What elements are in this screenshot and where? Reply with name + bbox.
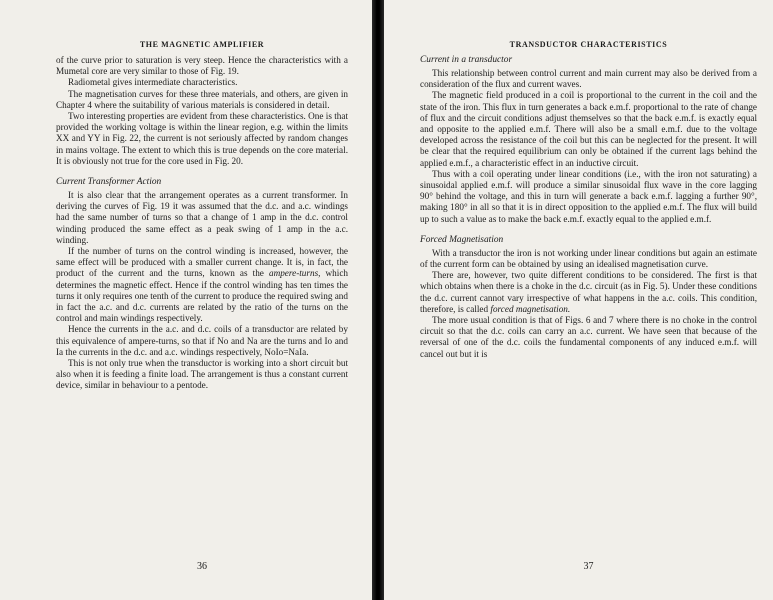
section-heading: Forced Magnetisation [420,234,504,245]
paragraph: Thus with a coil operating under linear conditions (i.e., with the iron not saturating) a sinusoidal applied e.m.f. will produce a similar sinusoidal flux wave in the core lagging 90° behind the voltage, and this in turn will generate a back e.m.f. lagging a further 90°, making 180° in all so that it is in direct opposition to the applied e.m.f. The flux will build up to such a value as to make the back e.m.f. exactly equal to the applied e.m.f. [420,168,757,224]
page-number: 36 [197,561,207,572]
paragraph: Hence the currents in the a.c. and d.c. coils of a transductor are related by this equivalence of ampere-turns, so that if No and Na are the turns and Io and Ia the currents in the d.c. and a.c. windings respectively, NoIo=NaIa. [56,324,348,357]
left-page [0,0,372,600]
paragraph-text: If the number of turns on the control winding is increased, however, the same effect will be produced with a smaller current change. It is, in fact, the product of the current and the turns, known as the [56,246,348,279]
paragraph [420,270,757,315]
page-body [420,55,757,360]
paragraph-text: which determines the magnetic effect. Hence if the control winding has ten times the turns it only requires one tenth of the current to produce the required swing and in fact the a.c. and d.c. currents are related by the ratio of the turns on the control and main windings respectively. [56,268,349,324]
paragraph: This is not only true when the transductor is working into a short circuit but also when it is feeding a finite load. The arrangement is thus a constant current device, similar in behaviour to a pentode. [56,358,348,391]
paragraph: With a transductor the iron is not working under linear conditions but again an estimate of the current form can be obtained by using an idealised magnetisation curve. [420,247,757,270]
paragraph: The more usual condition is that of Figs. 6 and 7 where there is no choke in the control circuit so that the d.c. coils can carry an a.c. current. We have seen that because of the reversal of one of the d.c. coils the fundamental components of any induced e.m.f. will cancel out but it is [420,315,757,359]
emphasis-term: forced magnetisation. [490,303,571,314]
paragraph: of the curve prior to saturation is very steep. Hence the characteristics with a Mumetal core are very similar to those of Fig. 19. [56,55,348,77]
section-heading: Current Transformer Action [56,177,162,188]
paragraph: Two interesting properties are evident from these characteristics. One is that provided the working voltage is within the linear region, e.g. within the limits XX and YY in Fig. 22, the current is not seriously affected by random changes in mains voltage. The extent to which this is true depends on the core material. It is obviously not true for the core used in Fig. 20. [56,111,348,166]
right-page [384,0,773,600]
page-body [56,55,348,392]
section-heading: Current in a transductor [420,55,513,65]
paragraph: The magnetic field produced in a coil is proportional to the current in the coil and the state of the iron. This flux in turn generates a back e.m.f. proportional to the rate of change of flux and the circuit conditions adjust themselves so that the back e.m.f. is exactly equal and opposite to the applied e.m.f. There will also be a small e.m.f. due to the voltage developed across the resistance of the coil but this can be neglected for the present. It will be clear that the required equilibrium can only be obtained if the current lags behind the applied e.m.f., a characteristic effect in an inductive circuit. [420,90,757,168]
running-head: THE MAGNETIC AMPLIFIER [139,40,265,49]
book-gutter [372,0,384,600]
page-number: 37 [583,561,594,572]
running-head: TRANSDUCTOR CHARACTERISTICS [509,40,668,49]
paragraph: Radiometal gives intermediate characteristics. [68,77,238,88]
emphasis-term: ampere-turns, [268,268,321,279]
paragraph-text: There are, however, two quite different conditions to be considered. The first is that which obtains when there is a choke in the d.c. circuit (as in Fig. 5). Under these conditions the d.c. current cannot vary irrespective of what happens in the a.c. coils. This condition, therefore, is called [420,270,757,314]
paragraph: This relationship between control current and main current may also be derived from a consideration of the flux and current waves. [420,68,757,90]
paragraph [56,246,348,324]
paragraph: It is also clear that the arrangement operates as a current transformer. In deriving the curves of Fig. 19 it was assumed that the d.c. and a.c. windings had the same number of turns so that a change of 1 amp in the d.c. control winding produced the same effect as a peak swing of 1 amp in the a.c. winding. [56,190,348,245]
paragraph: The magnetisation curves for these three materials, and others, are given in Chapter 4 where the suitability of various materials is considered in detail. [56,88,348,110]
